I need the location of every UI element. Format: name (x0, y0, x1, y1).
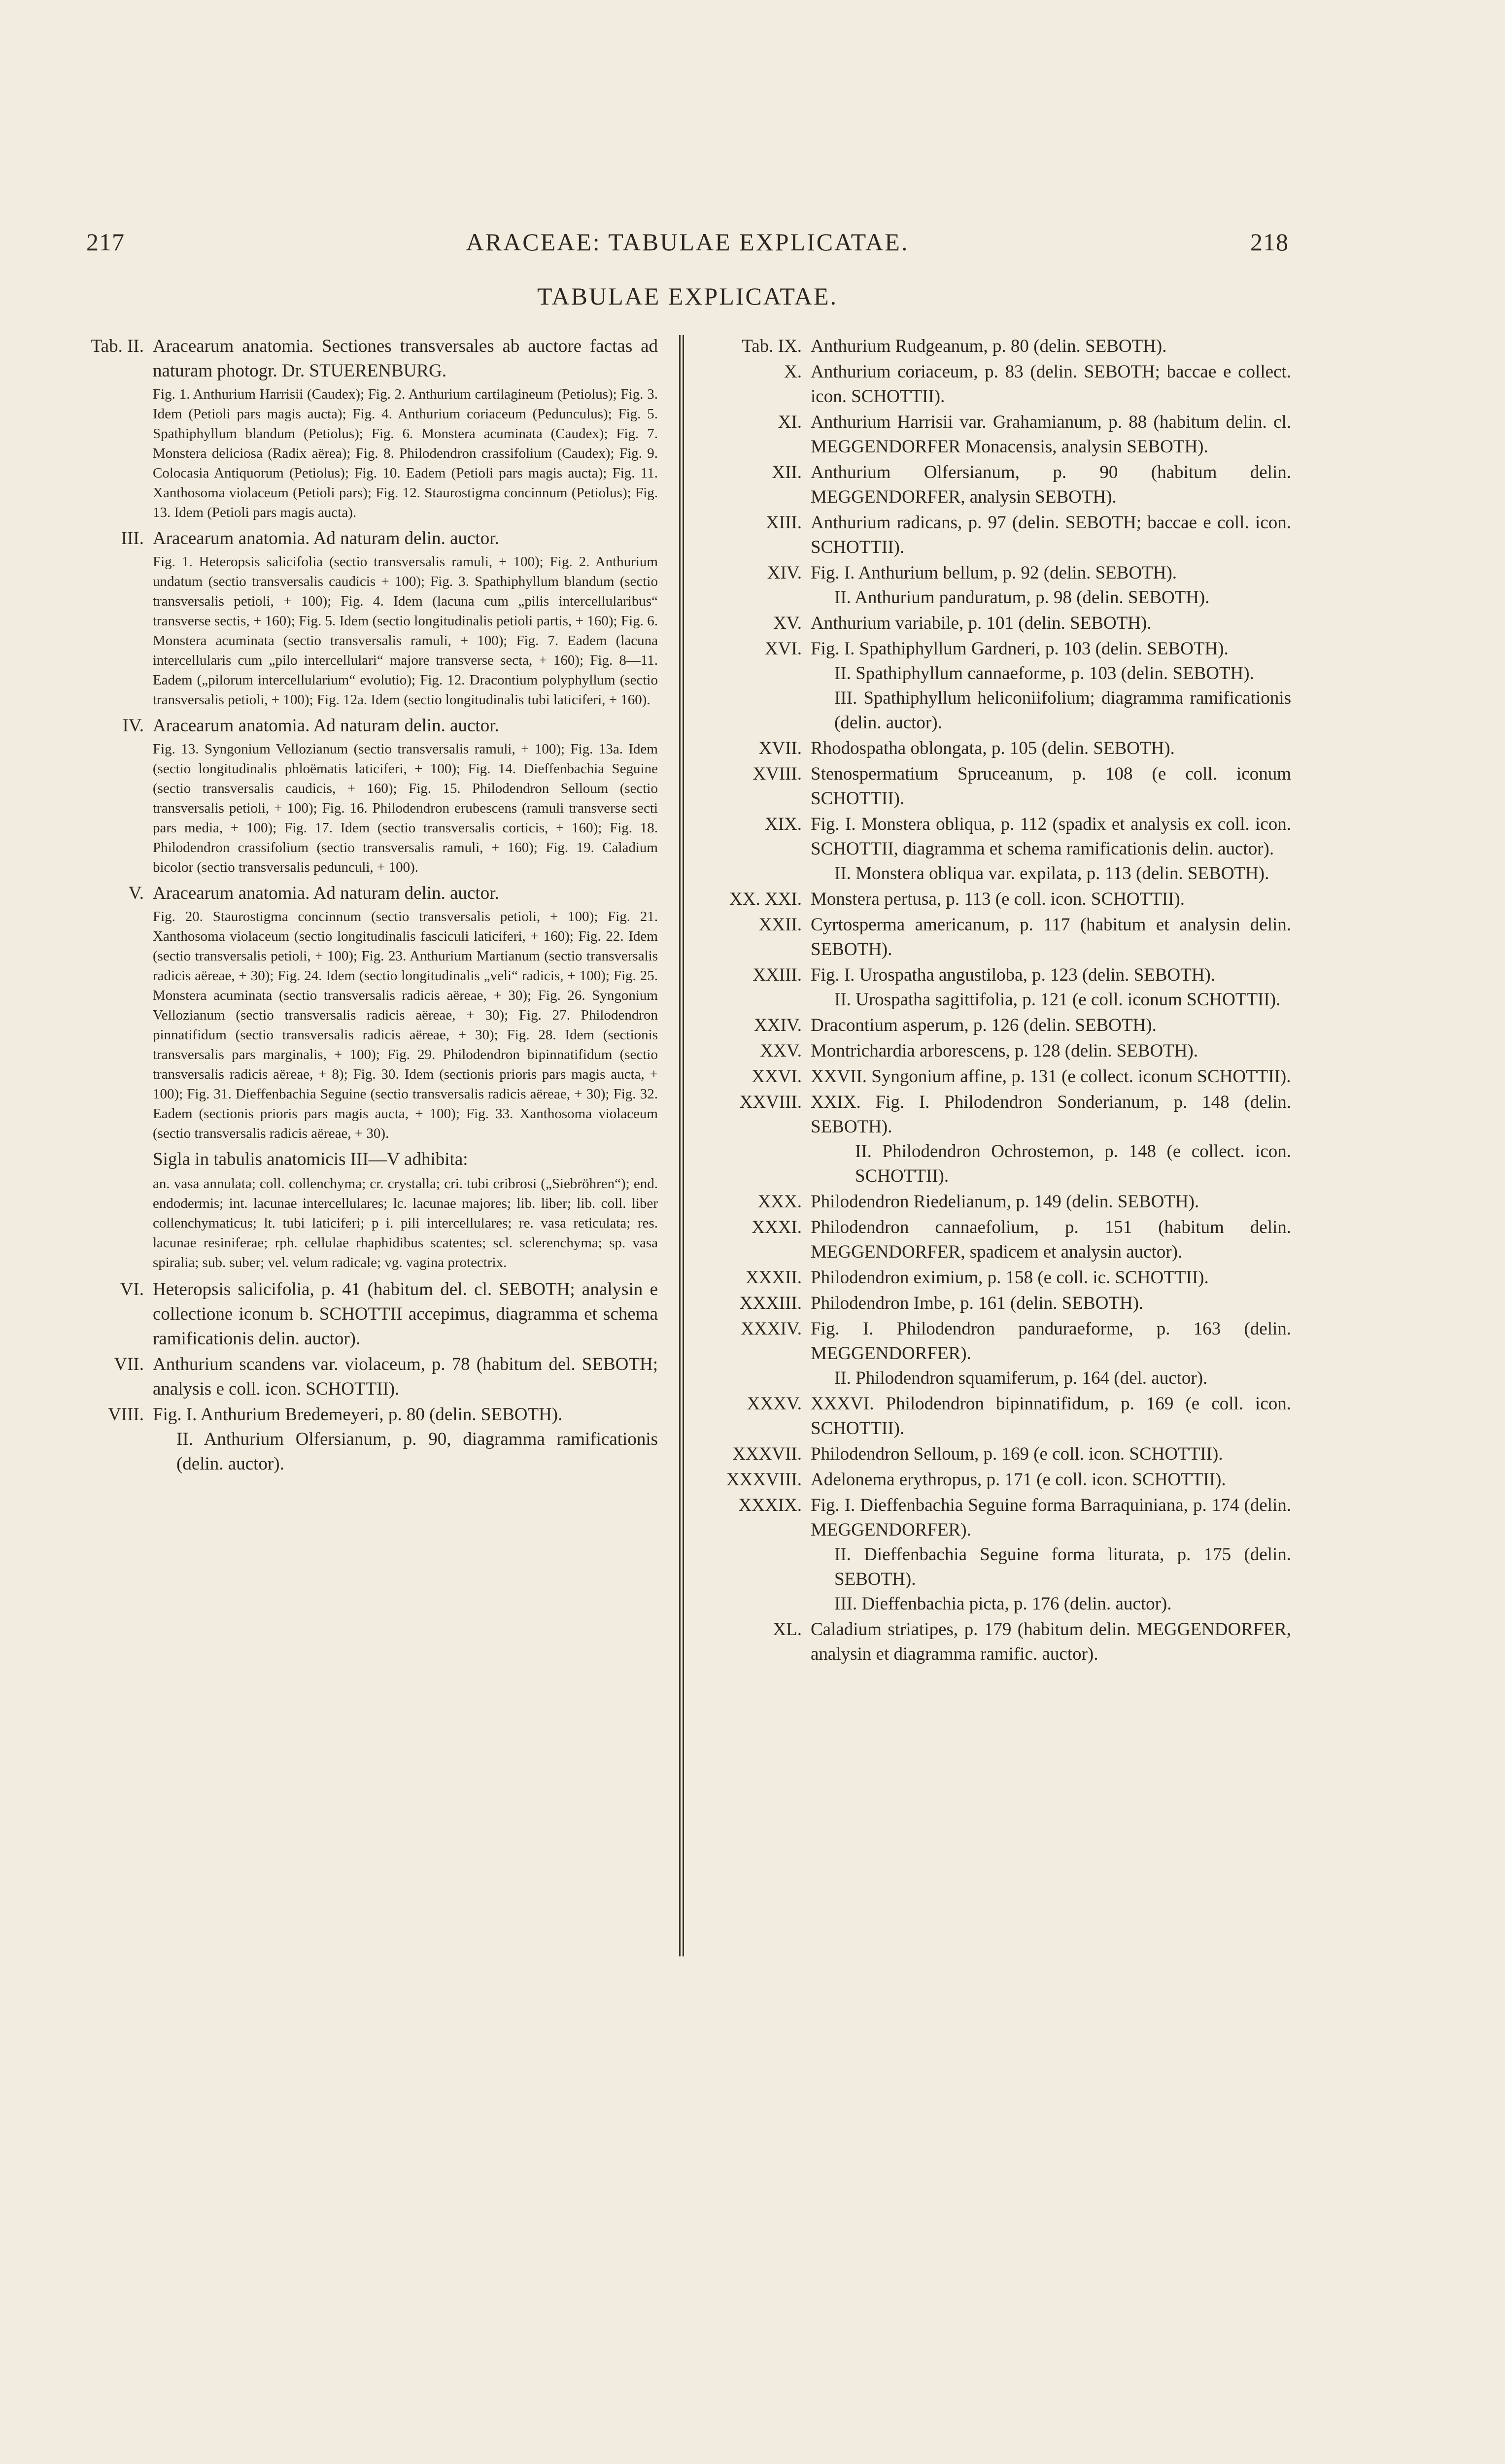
plate-number: XX. XXI. (729, 889, 802, 909)
plate-entry (712, 511, 1291, 560)
plate-caption (153, 526, 658, 551)
plate-caption-main: Aracearum anatomia. Ad naturam delin. auctor. (153, 528, 499, 548)
plate-figure-item: II. Philodendron squamiferum, p. 164 (del. auctor). (834, 1368, 1208, 1388)
plate-figure-item: II. Urospatha sagittifolia, p. 121 (e coll. iconum SCHOTTII). (834, 990, 1281, 1010)
plate-caption (153, 1277, 658, 1351)
plate-entry (86, 526, 658, 551)
plate-entry (86, 714, 658, 738)
plate-number: XXXI. (752, 1217, 802, 1237)
plate-entry (712, 1442, 1291, 1467)
plate-entry (712, 611, 1291, 636)
plate-number: Tab. II. (91, 336, 144, 356)
plate-caption-main: Stenospermatium Spruceanum, p. 108 (e coll. iconum SCHOTTII). (811, 764, 1291, 809)
plate-caption-main: Philodendron Imbe, p. 161 (delin. SEBOTH). (811, 1293, 1144, 1313)
plate-caption (811, 1215, 1291, 1265)
plate-caption (811, 1617, 1291, 1667)
plate-figure-item: III. Spathiphyllum heliconiifolium; diagramma ramificationis (delin. auctor). (834, 688, 1291, 733)
right-column (712, 334, 1291, 1668)
plate-entry (712, 812, 1291, 886)
figure-list: Fig. 20. Staurostigma concinnum (sectio transversalis petioli, + 100); Fig. 21. Xanthosoma violaceum (sectio longitudinalis fasciculi laticiferi, + 160); Fig. 22. Idem (sectio transversalis petioli, + 100); Fig. 23. Anthurium Martianum (sectio transversalis radicis aëreae, + 30); Fig. 24. Idem (sectio longitudinalis „veli“ radicis, + 100); Fig. 25. Monstera acuminata (sectio transversalis radicis aëreae, + 30); Fig. 26. Syngonium Vellozianum (sectio transversalis radicis aëreae, + 30); Fig. 27. Philodendron pinnatifidum (sectio transversalis radicis aëreae, + 30); Fig. 28. Idem (sectionis transversalis pars marginalis, + 100); Fig. 29. Philodendron bipinnatifidum (sectio transversalis radicis aëreae, + 8); Fig. 30. Idem (sectionis prioris pars magis aucta, + 100); Fig. 31. Dieffenbachia Seguine (sectio transversalis radicis aëreae, + 30); Fig. 32. Eadem (sectionis prioris pars magis aucta, + 100); Fig. 33. Xanthosoma violaceum (sectio transversalis radicis aëreae, + 30). (153, 909, 658, 1141)
plate-caption (811, 1442, 1291, 1467)
plate-caption-main: Philodendron Selloum, p. 169 (e coll. icon. SCHOTTII). (811, 1444, 1223, 1464)
plate-caption (811, 410, 1291, 459)
plate-caption-main: Fig. I. Philodendron panduraeforme, p. 163 (delin. MEGGENDORFER). (811, 1319, 1291, 1364)
plate-entry (712, 736, 1291, 761)
plate-caption-main: Aracearum anatomia. Sectiones transversales ab auctore factas ad naturam photogr. Dr. STUERENBURG. (153, 336, 658, 381)
plate-caption (811, 1392, 1291, 1441)
plate-entry (86, 334, 658, 383)
plate-caption-main: XXXVI. Philodendron bipinnatifidum, p. 169 (e coll. icon. SCHOTTII). (811, 1394, 1291, 1438)
plate-figure-item: II. Anthurium panduratum, p. 98 (delin. SEBOTH). (834, 587, 1210, 608)
plate-number: XXXIX. (738, 1495, 802, 1515)
plate-number: XXXVII. (732, 1444, 802, 1464)
plate-entry (712, 1215, 1291, 1265)
plate-caption-main: Anthurium scandens var. violaceum, p. 78 (habitum del. SEBOTH; analysis e coll. icon. SCHOTTII). (153, 1354, 658, 1399)
plate-caption (811, 1317, 1291, 1391)
plate-caption-main: Monstera pertusa, p. 113 (e coll. icon. SCHOTTII). (811, 889, 1185, 909)
plate-caption (811, 334, 1291, 359)
plate-entry (712, 1190, 1291, 1214)
plate-entry (712, 1493, 1291, 1616)
plate-number: Tab. IX. (742, 336, 802, 356)
plate-entry (712, 1266, 1291, 1290)
plate-entry (712, 762, 1291, 811)
plate-caption-main: Philodendron eximium, p. 158 (e coll. ic. SCHOTTII). (811, 1267, 1209, 1288)
plate-entry (86, 881, 658, 906)
plate-entry (712, 1617, 1291, 1667)
plate-number: XVIII. (752, 764, 802, 784)
plate-entry (86, 1277, 658, 1351)
plate-entry (712, 360, 1291, 409)
plate-caption (811, 611, 1291, 636)
plate-number: XXXIV. (741, 1319, 802, 1339)
plate-caption (811, 561, 1291, 610)
plate-entry (86, 1403, 658, 1476)
plate-caption (811, 913, 1291, 962)
plate-entry (712, 460, 1291, 510)
plate-figure-item: II. Anthurium Olfersianum, p. 90, diagramma ramificationis (delin. auctor). (176, 1429, 658, 1474)
plate-caption (811, 1064, 1291, 1089)
plate-entry (86, 1352, 658, 1402)
page-number-right: 218 (1250, 228, 1289, 256)
page-title: TABULAE EXPLICATAE. (537, 282, 838, 310)
plate-caption (153, 714, 658, 738)
plate-entry (712, 334, 1291, 359)
plate-number: XXXII. (745, 1267, 802, 1288)
plate-number: VII. (114, 1354, 144, 1374)
plate-caption-main: Anthurium Rudgeanum, p. 80 (delin. SEBOTH). (811, 336, 1167, 356)
plate-entry (712, 637, 1291, 735)
running-title: ARACEAE: TABULAE EXPLICATAE. (466, 228, 909, 256)
plate-number: XXX. (757, 1192, 802, 1212)
plate-caption-main: Aracearum anatomia. Ad naturam delin. auctor. (153, 883, 499, 903)
plate-caption (811, 736, 1291, 761)
plate-caption (811, 511, 1291, 560)
plate-caption-main: Anthurium radicans, p. 97 (delin. SEBOTH; baccae e coll. icon. SCHOTTII). (811, 513, 1291, 557)
plate-number: X. (784, 362, 802, 382)
plate-entry (712, 887, 1291, 912)
plate-caption (811, 1039, 1291, 1063)
figure-list: Fig. 1. Heteropsis salicifolia (sectio transversalis ramuli, + 100); Fig. 2. Anthurium undatum (sectio transversalis caudicis + 100); Fig. 3. Spathiphyllum blandum (sectio transversalis petioli, + 100); Fig. 4. Idem (lacuna cum „pilis intercellularibus“ transverse sectis, + 160); Fig. 5. Idem (sectio longitudinalis petioli partis, + 160); Fig. 6. Monstera acuminata (sectio transversalis ramuli, + 100); Fig. 7. Eadem (lacuna intercellularis cum „pilo intercellulari“ majore transverse secta, + 160); Fig. 8—11. Eadem („pilorum intercellularium“ evolutio); Fig. 12. Dracontium polyphyllum (sectio transversalis petioli, + 100); Fig. 12a. Idem (sectio longitudinalis tubi laticiferi, + 160). (153, 554, 658, 708)
plate-entry (712, 1090, 1291, 1189)
plate-entry (712, 1064, 1291, 1089)
plate-caption-main: Montrichardia arborescens, p. 128 (delin. SEBOTH). (811, 1041, 1198, 1061)
plate-caption-main: Anthurium coriaceum, p. 83 (delin. SEBOTH; baccae e collect. icon. SCHOTTII). (811, 362, 1291, 407)
plate-caption-main: Aracearum anatomia. Ad naturam delin. auctor. (153, 716, 499, 736)
plate-caption-main: Dracontium asperum, p. 126 (delin. SEBOTH). (811, 1015, 1157, 1035)
plate-caption (153, 881, 658, 906)
plate-number: XXV. (760, 1041, 802, 1061)
figure-list: Fig. 1. Anthurium Harrisii (Caudex); Fig. 2. Anthurium cartilagineum (Petiolus); Fig. 3. Idem (Petioli pars magis aucta); Fig. 4. Anthurium coriaceum (Pedunculus); Fig. 5. Spathiphyllum blandum (Petiolus); Fig. 6. Monstera acuminata (Caudex); Fig. 7. Monstera deliciosa (Radix aërea); Fig. 8. Philodendron crassifolium (Caudex); Fig. 9. Colocasia Antiquorum (Petiolus); Fig. 10. Eadem (Petioli pars magis aucta); Fig. 11. Xanthosoma violaceum (Petioli pars); Fig. 12. Staurostigma concinnum (Petiolus); Fig. 13. Idem (Petioli pars magis aucta). (153, 386, 658, 520)
plate-figure-item: II. Spathiphyllum cannaeforme, p. 103 (delin. SEBOTH). (834, 663, 1254, 684)
plate-figure-item: III. Dieffenbachia picta, p. 176 (delin. auctor). (834, 1594, 1172, 1614)
plate-number: XXII. (758, 915, 802, 935)
plate-caption (811, 1090, 1291, 1189)
plate-caption-main: XXIX. Fig. I. Philodendron Sonderianum, p. 148 (delin. SEBOTH). (811, 1092, 1291, 1137)
plate-number: XVI. (764, 639, 802, 659)
plate-number: XXXIII. (739, 1293, 802, 1313)
plate-caption-main: Philodendron Riedelianum, p. 149 (delin. SEBOTH). (811, 1192, 1199, 1212)
plate-caption (811, 637, 1291, 735)
plate-number: XXVIII. (739, 1092, 802, 1112)
plate-caption-main: Cyrtosperma americanum, p. 117 (habitum et analysin delin. SEBOTH). (811, 915, 1291, 959)
plate-caption (153, 1352, 658, 1402)
plate-caption (811, 460, 1291, 510)
plate-number: XXIII. (752, 965, 802, 985)
plate-entry (712, 410, 1291, 459)
plate-caption-main: Philodendron cannaefolium, p. 151 (habitum delin. MEGGENDORFER, spadicem et analysin auctor). (811, 1217, 1291, 1262)
plate-number: XIV. (767, 563, 802, 583)
sigla-list: an. vasa annulata; coll. collenchyma; cr. crystalla; cri. tubi cribrosi („Siebröhren“); end. endodermis; int. lacunae intercellulares; lc. lacunae majores; lib. liber; lib. coll. liber collenchymaticus; lt. tubi laticiferi; p i. pili intercellulares; re. vasa reticulata; res. lacunae resiniferae; rph. cellulae rhaphidibus scatentes; scl. sclerenchyma; sp. vasa spiralia; sub. suber; vel. velum radicale; vg. vagina protectrix. (153, 1176, 658, 1270)
plate-figure-item: II. Dieffenbachia Seguine forma liturata, p. 175 (delin. SEBOTH). (834, 1544, 1291, 1589)
plate-caption (153, 334, 658, 383)
plate-number: XV. (773, 613, 802, 633)
plate-caption-main: Fig. I. Anthurium bellum, p. 92 (delin. SEBOTH). (811, 563, 1177, 583)
plate-caption (811, 812, 1291, 886)
plate-number: XVII. (758, 738, 802, 758)
plate-entry (712, 1291, 1291, 1316)
plate-entry (712, 1392, 1291, 1441)
plate-caption-main: Anthurium Harrisii var. Grahamianum, p. 88 (habitum delin. cl. MEGGENDORFER Monacensis, analysin SEBOTH). (811, 412, 1291, 457)
plate-caption-main: Fig. I. Anthurium Bredemeyeri, p. 80 (delin. SEBOTH). (153, 1404, 563, 1425)
plate-caption (811, 1266, 1291, 1290)
plate-caption (811, 1013, 1291, 1038)
left-column (86, 334, 658, 1477)
plate-number: III. (121, 528, 144, 548)
plate-caption-main: Fig. I. Spathiphyllum Gardneri, p. 103 (delin. SEBOTH). (811, 639, 1229, 659)
plate-caption (811, 1291, 1291, 1316)
plate-figure-item: II. Monstera obliqua var. expilata, p. 113 (delin. SEBOTH). (834, 863, 1269, 884)
plate-number: XII. (772, 462, 802, 482)
plate-number: XXIV. (754, 1015, 802, 1035)
plate-number: XI. (778, 412, 802, 432)
figure-list: Fig. 13. Syngonium Vellozianum (sectio transversalis ramuli, + 100); Fig. 13a. Idem (sectio longitudinalis phloëmatis laticiferi, + 100); Fig. 14. Dieffenbachia Seguine (sectio transversalis caudicis, + 160); Fig. 15. Philodendron Selloum (sectio transversalis petioli, + 100); Fig. 16. Philodendron erubescens (ramuli transverse secti pars media, + 100); Fig. 17. Idem (sectio transversalis corticis, + 160); Fig. 18. Philodendron crassifolium (sectio transversalis ramuli, + 160); Fig. 19. Caladium bicolor (sectio transversalis pedunculi, + 100). (153, 741, 658, 875)
plate-caption (811, 1493, 1291, 1616)
plate-caption (153, 1403, 658, 1476)
plate-entry (712, 1013, 1291, 1038)
plate-caption-main: Anthurium Olfersianum, p. 90 (habitum delin. MEGGENDORFER, analysin SEBOTH). (811, 462, 1291, 507)
plate-caption (811, 1468, 1291, 1492)
plate-entry (712, 1468, 1291, 1492)
plate-entry (712, 963, 1291, 1012)
page-number-left: 217 (86, 228, 125, 256)
plate-caption (811, 887, 1291, 912)
plate-number: XXXVIII. (726, 1470, 802, 1490)
plate-entry (712, 913, 1291, 962)
plate-number: V. (128, 883, 144, 903)
plate-number: XXXV. (747, 1394, 802, 1414)
plate-caption-main: Caladium striatipes, p. 179 (habitum delin. MEGGENDORFER, analysin et diagramma ramific. auctor). (811, 1619, 1291, 1664)
plate-caption-main: Fig. I. Monstera obliqua, p. 112 (spadix et analysis ex coll. icon. SCHOTTII, diagramma et schema ramificationis delin. auctor). (811, 814, 1291, 859)
plate-caption-main: Fig. I. Dieffenbachia Seguine forma Barraquiniana, p. 174 (delin. MEGGENDORFER). (811, 1495, 1291, 1540)
plate-caption-main: Fig. I. Urospatha angustiloba, p. 123 (delin. SEBOTH). (811, 965, 1216, 985)
plate-caption-main: XXVII. Syngonium affine, p. 131 (e collect. iconum SCHOTTII). (811, 1066, 1291, 1087)
plate-caption-main: Anthurium variabile, p. 101 (delin. SEBOTH). (811, 613, 1152, 633)
plate-caption-main: Adelonema erythropus, p. 171 (e coll. icon. SCHOTTII). (811, 1470, 1226, 1490)
plate-number: VI. (120, 1279, 144, 1300)
plate-number: XXVI. (752, 1066, 802, 1087)
plate-number: XL. (773, 1619, 802, 1640)
plate-caption-main: Rhodospatha oblongata, p. 105 (delin. SEBOTH). (811, 738, 1175, 758)
column-divider (679, 335, 684, 1956)
plate-caption (811, 360, 1291, 409)
plate-caption (811, 762, 1291, 811)
plate-number: XIX. (764, 814, 802, 834)
plate-caption (811, 1190, 1291, 1214)
plate-entry (712, 1317, 1291, 1391)
plate-entry (712, 1039, 1291, 1063)
running-head (86, 228, 1289, 257)
plate-figure-item: II. Philodendron Ochrostemon, p. 148 (e collect. icon. SCHOTTII). (855, 1141, 1291, 1186)
sigla-heading: Sigla in tabulis anatomicis III—V adhibita: (153, 1149, 468, 1169)
plate-number: VIII. (108, 1404, 144, 1425)
plate-caption-main: Heteropsis salicifolia, p. 41 (habitum del. cl. SEBOTH; analysin e collectione iconum b. SCHOTTII accepimus, diagramma et schema ramificationis delin. auctor). (153, 1279, 658, 1349)
plate-number: XIII. (766, 513, 802, 533)
plate-caption (811, 963, 1291, 1012)
plate-entry (712, 561, 1291, 610)
plate-number: IV. (122, 716, 144, 736)
